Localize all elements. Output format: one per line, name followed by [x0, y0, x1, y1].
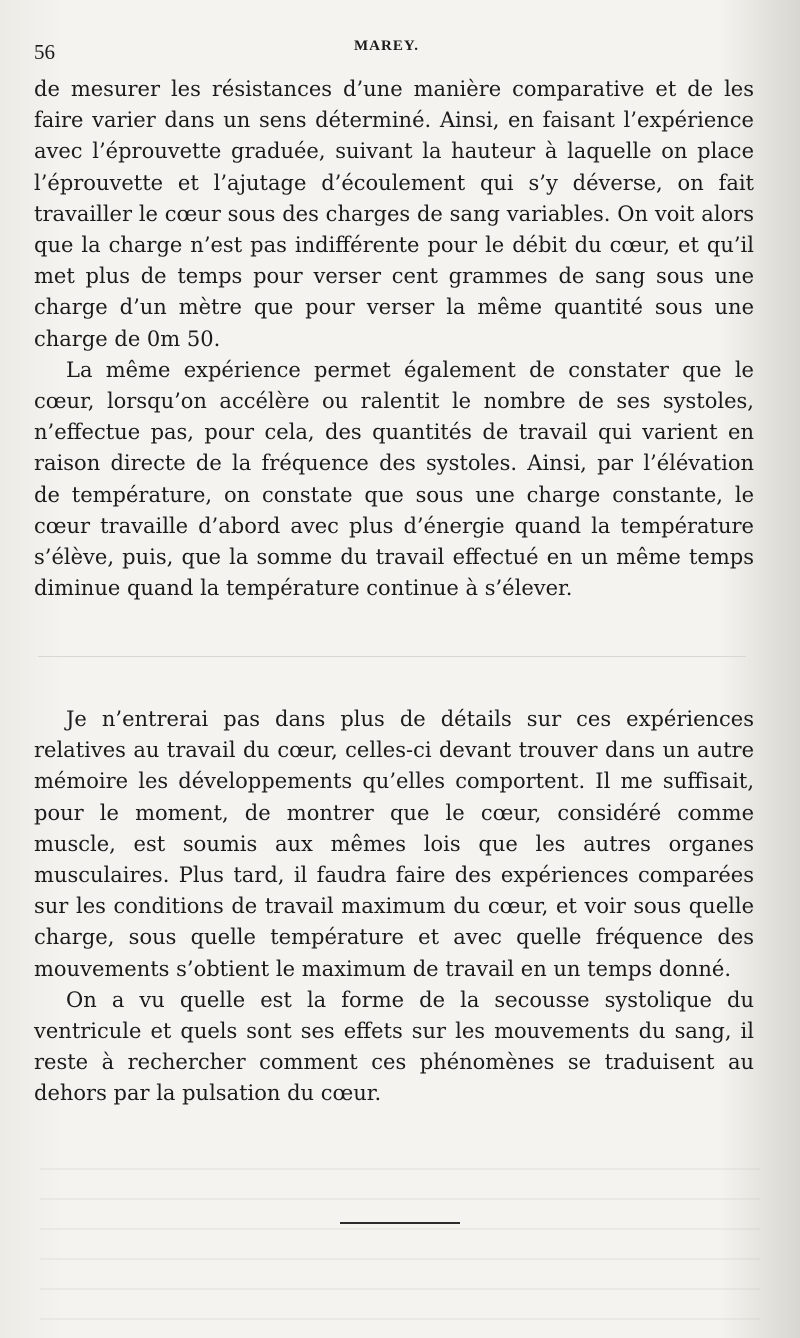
paragraph-continuation: de mesurer les résistances d’une manière comparative et de les faire varier dans un sens déterminé. Ainsi, en faisant l’expérience avec l’éprouvette graduée, suivant la hauteur à laquelle on place l’éprouvette et l’ajutage d’écoulement qui s’y déverse, on fait travailler le cœur sous des charges de sang variables. On voit alors que la charge n’est pas indifférente pour le débit du cœur, et qu’il met plus de temps pour verser cent grammes de sang sous une charge d’un mètre que pour verser la même quantité sous une charge de 0m 50.	[34, 77, 754, 351]
section-end-rule	[340, 1222, 460, 1224]
paragraph: La même expérience permet également de constater que le cœur, lorsqu’on accélère ou ralentit le nombre de ses systoles, n’effectue pas, pour cela, des quantités de travail qui varient en raison directe de la fréquence des systoles. Ainsi, par l’élévation de température, on constate que sous une charge constante, le cœur travaille d’abord avec plus d’énergie quand la température s’élève, puis, que la somme du travail effectué en un même temps diminue quand la température continue à s’élever.	[34, 357, 754, 601]
paragraph: Je n’entrerai pas dans plus de détails sur ces expériences relatives au travail du cœur, celles-ci devant trouver dans un autre mémoire les développements qu’elles comportent. Il me suffisait, pour le moment, de montrer que le cœur, considéré comme muscle, est soumis aux mêmes lois que les autres organes musculaires. Plus tard, il faudra faire des expériences comparées sur les conditions de travail maximum du cœur, et voir sous quelle charge, sous quelle température et avec quelle fréquence des mouvements s’obtient le maximum de travail en un temps donné.	[34, 707, 754, 981]
page-bleed-through-bottom	[40, 1160, 760, 1320]
paragraph: On a vu quelle est la forme de la secousse systolique du ventricule et quels sont ses effets sur les mouvements du sang, il reste à rechercher comment ces phénomènes se traduisent au dehors par la pulsation du cœur.	[34, 987, 754, 1106]
page-bleed-through	[38, 656, 746, 675]
text-block-upper	[34, 74, 754, 604]
running-head: MAREY.	[354, 38, 420, 54]
text-block-lower	[34, 704, 754, 1110]
page-header	[34, 38, 766, 64]
page-number: 56	[34, 40, 55, 64]
